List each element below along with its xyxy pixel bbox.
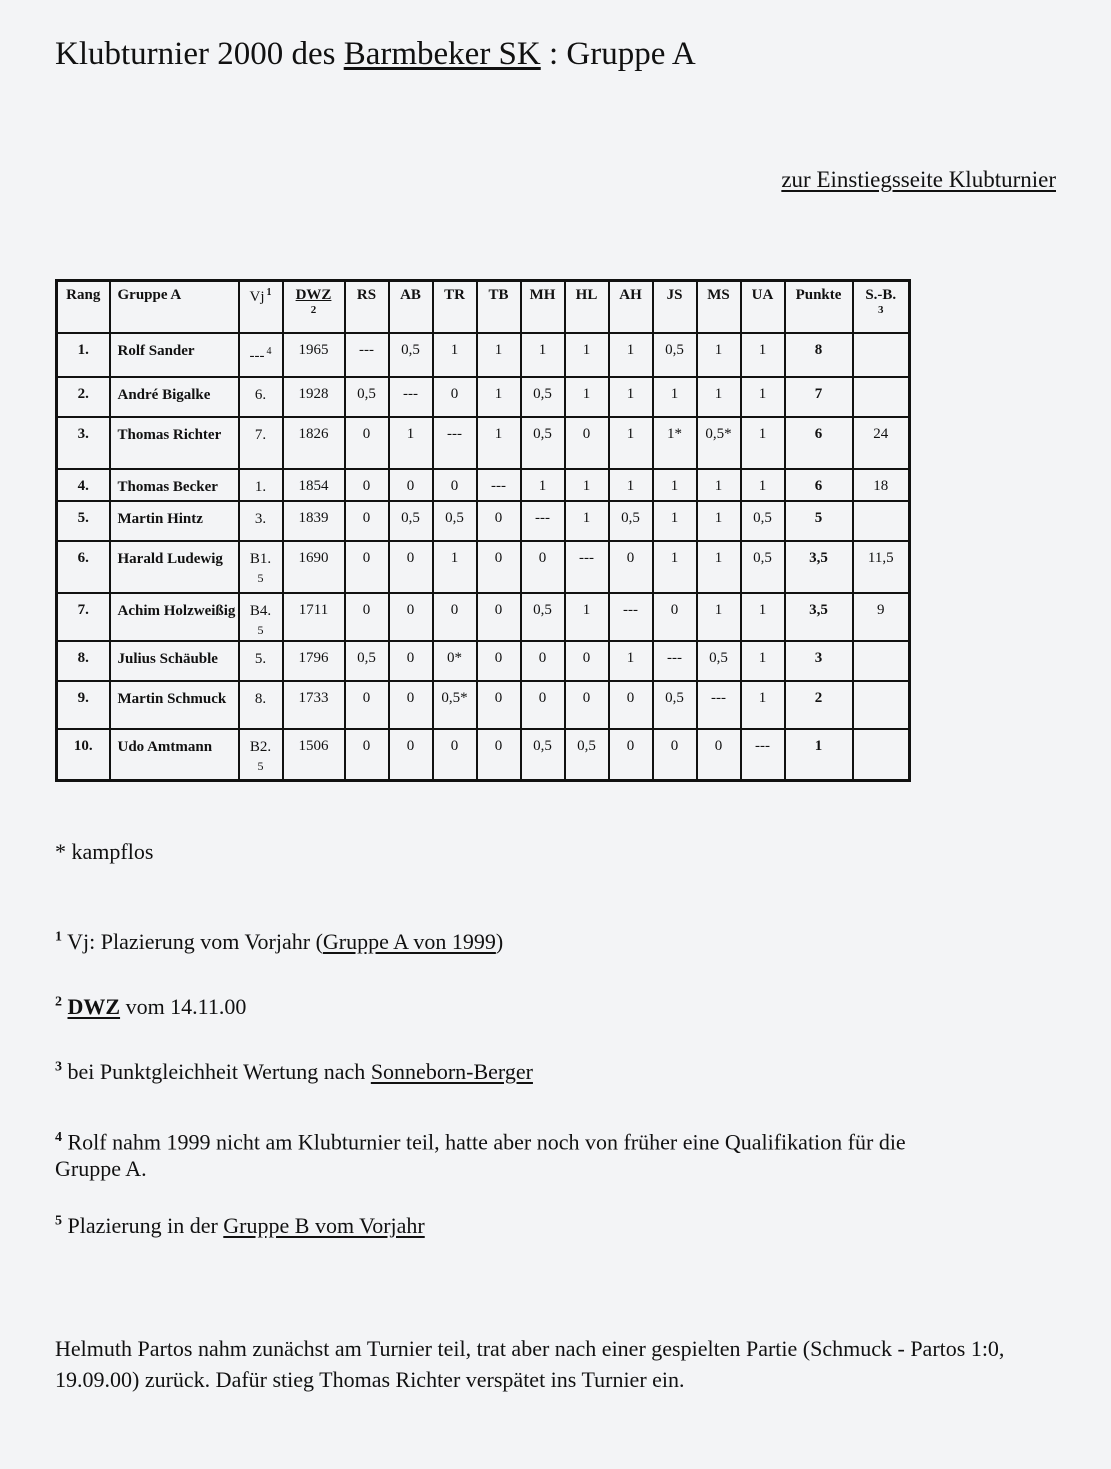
header-opp-tb: TB xyxy=(477,281,521,333)
header-opp-ah: AH xyxy=(609,281,653,333)
result-cell-ah: 1 xyxy=(609,641,653,681)
result-cell-tb: 0 xyxy=(477,501,521,541)
result-cell-ah: 0 xyxy=(609,541,653,593)
header-row xyxy=(57,281,910,333)
vj-cell: B2. 5 xyxy=(239,729,283,781)
title-prefix: Klubturnier 2000 des xyxy=(55,36,344,72)
sb-cell xyxy=(853,333,910,377)
result-cell-ua: 0,5 xyxy=(741,501,785,541)
rank-cell: 10. xyxy=(57,729,110,781)
result-cell-rs: 0 xyxy=(345,729,389,781)
result-cell-ms: 1 xyxy=(697,469,741,501)
result-cell-mh: 0,5 xyxy=(521,593,565,641)
dwz-cell: 1965 xyxy=(283,333,345,377)
result-cell-ms: 0,5* xyxy=(697,417,741,469)
page-title xyxy=(55,36,696,73)
result-cell-tr: 0* xyxy=(433,641,477,681)
result-cell-tr: 0 xyxy=(433,593,477,641)
header-opp-rs: RS xyxy=(345,281,389,333)
sb-cell xyxy=(853,681,910,729)
result-cell-hl: 0 xyxy=(565,417,609,469)
result-cell-hl: 1 xyxy=(565,469,609,501)
result-cell-ah: --- xyxy=(609,593,653,641)
player-name-cell: Martin Schmuck xyxy=(110,681,239,729)
vj-cell: --- $^4$ xyxy=(239,333,283,377)
result-cell-tr: 0 xyxy=(433,377,477,417)
result-cell-hl: 0 xyxy=(565,681,609,729)
points-cell: 3 xyxy=(785,641,853,681)
result-cell-ab: 0 xyxy=(389,469,433,501)
header-punkte: Punkte xyxy=(785,281,853,333)
header-opp-ab: AB xyxy=(389,281,433,333)
result-cell-rs: 0 xyxy=(345,469,389,501)
vj-cell: 6. xyxy=(239,377,283,417)
result-cell-js: 1* xyxy=(653,417,697,469)
result-cell-ab: 0 xyxy=(389,729,433,781)
table-row xyxy=(57,501,910,541)
link-gruppe-b-vorjahr[interactable]: Gruppe B vom Vorjahr xyxy=(223,1213,425,1238)
dwz-cell: 1711 xyxy=(283,593,345,641)
sb-cell xyxy=(853,377,910,417)
link-sonneborn-berger[interactable]: Sonneborn-Berger xyxy=(370,1059,533,1084)
result-cell-tb: 0 xyxy=(477,541,521,593)
table-row xyxy=(57,333,910,377)
table-row xyxy=(57,541,910,593)
result-cell-tb: 0 xyxy=(477,681,521,729)
result-cell-ua: --- xyxy=(741,729,785,781)
player-name-cell: Thomas Richter xyxy=(110,417,239,469)
rank-cell: 2. xyxy=(57,377,110,417)
result-cell-rs: 0 xyxy=(345,417,389,469)
result-cell-hl: 0,5 xyxy=(565,729,609,781)
result-cell-ah: 1 xyxy=(609,333,653,377)
player-name-cell: Harald Ludewig xyxy=(110,541,239,593)
table-row xyxy=(57,469,910,501)
dwz-cell: 1506 xyxy=(283,729,345,781)
club-link[interactable]: Barmbeker SK xyxy=(343,36,541,72)
header-opp-tr: TR xyxy=(433,281,477,333)
result-cell-rs: 0 xyxy=(345,501,389,541)
result-cell-tr: 1 xyxy=(433,333,477,377)
points-cell: 2 xyxy=(785,681,853,729)
table-row xyxy=(57,377,910,417)
result-cell-ah: 1 xyxy=(609,377,653,417)
result-cell-rs: 0,5 xyxy=(345,641,389,681)
header-dwz[interactable]: DWZ 2 xyxy=(283,281,345,333)
vj-cell: B4. 5 xyxy=(239,593,283,641)
player-name-cell: Achim Holzweißig xyxy=(110,593,239,641)
result-cell-mh: 0,5 xyxy=(521,729,565,781)
points-cell: 6 xyxy=(785,469,853,501)
points-cell: 6 xyxy=(785,417,853,469)
withdrawal-note: Helmuth Partos nahm zunächst am Turnier teil, trat aber nach einer gespielten Partie (Schmuck - Partos 1:0, 19.09.00) zurück. Dafür stieg Thomas Richter verspätet ins Turnier ein. xyxy=(55,1336,1005,1392)
header-opp-js: JS xyxy=(653,281,697,333)
dwz-cell: 1690 xyxy=(283,541,345,593)
result-cell-ua: 1 xyxy=(741,469,785,501)
result-cell-ua: 1 xyxy=(741,593,785,641)
result-cell-ah: 1 xyxy=(609,417,653,469)
result-cell-ms: --- xyxy=(697,681,741,729)
footnote-5: $^5$ Plazierung in der Gruppe B vom Vorjahr xyxy=(55,1213,425,1238)
result-cell-hl: 1 xyxy=(565,501,609,541)
sb-cell xyxy=(853,729,910,781)
result-cell-tb: 0 xyxy=(477,593,521,641)
title-suffix: : Gruppe A xyxy=(540,36,696,72)
result-cell-mh: 0,5 xyxy=(521,377,565,417)
result-cell-tb: 0 xyxy=(477,641,521,681)
player-name-cell: Rolf Sander xyxy=(110,333,239,377)
dwz-cell: 1733 xyxy=(283,681,345,729)
result-cell-ua: 1 xyxy=(741,333,785,377)
result-cell-ah: 1 xyxy=(609,469,653,501)
sb-cell: 24 xyxy=(853,417,910,469)
footnote-4: $^4$ Rolf nahm 1999 nicht am Klubturnier teil, hatte aber noch von früher eine Qualifikation für die Gruppe A. xyxy=(55,1129,906,1182)
result-cell-tb: --- xyxy=(477,469,521,501)
result-cell-js: 0 xyxy=(653,593,697,641)
result-cell-ab: 0 xyxy=(389,541,433,593)
header-vj: Vj $^1$ xyxy=(239,281,283,333)
result-cell-mh: 1 xyxy=(521,333,565,377)
result-cell-tb: 1 xyxy=(477,333,521,377)
header-opp-ms: MS xyxy=(697,281,741,333)
rank-cell: 8. xyxy=(57,641,110,681)
points-cell: 3,5 xyxy=(785,593,853,641)
result-cell-ua: 1 xyxy=(741,641,785,681)
player-name-cell: Julius Schäuble xyxy=(110,641,239,681)
result-cell-ab: --- xyxy=(389,377,433,417)
result-cell-ab: 1 xyxy=(389,417,433,469)
result-cell-js: 0,5 xyxy=(653,681,697,729)
result-cell-tr: 0 xyxy=(433,469,477,501)
points-cell: 1 xyxy=(785,729,853,781)
result-cell-ab: 0 xyxy=(389,641,433,681)
result-cell-ms: 1 xyxy=(697,593,741,641)
table-row xyxy=(57,417,910,469)
result-cell-rs: 0 xyxy=(345,541,389,593)
dwz-cell: 1854 xyxy=(283,469,345,501)
vj-cell: 5. xyxy=(239,641,283,681)
result-cell-hl: 1 xyxy=(565,377,609,417)
points-cell: 7 xyxy=(785,377,853,417)
player-name-cell: Udo Amtmann xyxy=(110,729,239,781)
dwz-cell: 1826 xyxy=(283,417,345,469)
result-cell-js: --- xyxy=(653,641,697,681)
table-row xyxy=(57,729,910,781)
result-cell-hl: 0 xyxy=(565,641,609,681)
rank-cell: 4. xyxy=(57,469,110,501)
result-cell-ms: 1 xyxy=(697,377,741,417)
sb-cell xyxy=(853,641,910,681)
result-cell-ab: 0,5 xyxy=(389,333,433,377)
rank-cell: 6. xyxy=(57,541,110,593)
result-cell-rs: 0 xyxy=(345,681,389,729)
result-cell-tb: 1 xyxy=(477,417,521,469)
dwz-cell: 1839 xyxy=(283,501,345,541)
result-cell-rs: 0 xyxy=(345,593,389,641)
result-cell-js: 1 xyxy=(653,377,697,417)
header-gruppe: Gruppe A xyxy=(110,281,239,333)
result-cell-js: 1 xyxy=(653,541,697,593)
header-rang: Rang xyxy=(57,281,110,333)
result-cell-tr: 0 xyxy=(433,729,477,781)
result-cell-mh: 0 xyxy=(521,681,565,729)
result-cell-js: 0 xyxy=(653,729,697,781)
table-row xyxy=(57,593,910,641)
result-cell-rs: --- xyxy=(345,333,389,377)
header-opp-ua: UA xyxy=(741,281,785,333)
sb-cell: 9 xyxy=(853,593,910,641)
result-cell-ms: 1 xyxy=(697,501,741,541)
result-cell-mh: 1 xyxy=(521,469,565,501)
result-cell-rs: 0,5 xyxy=(345,377,389,417)
result-cell-tb: 1 xyxy=(477,377,521,417)
result-cell-ab: 0,5 xyxy=(389,501,433,541)
result-cell-js: 1 xyxy=(653,501,697,541)
result-cell-mh: 0 xyxy=(521,541,565,593)
result-cell-ua: 0,5 xyxy=(741,541,785,593)
result-cell-tr: 1 xyxy=(433,541,477,593)
points-cell: 3,5 xyxy=(785,541,853,593)
rank-cell: 3. xyxy=(57,417,110,469)
vj-cell: 3. xyxy=(239,501,283,541)
result-cell-ah: 0,5 xyxy=(609,501,653,541)
points-cell: 8 xyxy=(785,333,853,377)
note-kampflos: * kampflos xyxy=(55,839,154,864)
header-opp-hl: HL xyxy=(565,281,609,333)
result-cell-tr: 0,5 xyxy=(433,501,477,541)
link-dwz[interactable]: DWZ xyxy=(67,994,121,1019)
entry-page-link[interactable]: zur Einstiegsseite Klubturnier xyxy=(781,167,1056,192)
result-cell-tr: 0,5* xyxy=(433,681,477,729)
footnote-3: $^3$ bei Punktgleichheit Wertung nach Sonneborn-Berger xyxy=(55,1059,533,1084)
result-cell-hl: 1 xyxy=(565,333,609,377)
vj-cell: 8. xyxy=(239,681,283,729)
player-name-cell: Martin Hintz xyxy=(110,501,239,541)
result-cell-js: 0,5 xyxy=(653,333,697,377)
result-cell-tr: --- xyxy=(433,417,477,469)
result-cell-ua: 1 xyxy=(741,417,785,469)
result-cell-hl: --- xyxy=(565,541,609,593)
result-cell-mh: 0 xyxy=(521,641,565,681)
result-cell-ms: 1 xyxy=(697,333,741,377)
result-cell-ms: 1 xyxy=(697,541,741,593)
result-cell-ab: 0 xyxy=(389,681,433,729)
result-cell-mh: --- xyxy=(521,501,565,541)
rank-cell: 1. xyxy=(57,333,110,377)
crosstable xyxy=(55,279,911,782)
result-cell-hl: 1 xyxy=(565,593,609,641)
header-sb: S.-B. 3 xyxy=(853,281,910,333)
table-row xyxy=(57,641,910,681)
footnote-2: $^2$ DWZ vom 14.11.00 xyxy=(55,994,247,1019)
sb-cell xyxy=(853,501,910,541)
rank-cell: 9. xyxy=(57,681,110,729)
result-cell-ua: 1 xyxy=(741,377,785,417)
rank-cell: 7. xyxy=(57,593,110,641)
points-cell: 5 xyxy=(785,501,853,541)
result-cell-ah: 0 xyxy=(609,729,653,781)
vj-cell: B1. 5 xyxy=(239,541,283,593)
result-cell-ms: 0 xyxy=(697,729,741,781)
result-cell-mh: 0,5 xyxy=(521,417,565,469)
sb-cell: 18 xyxy=(853,469,910,501)
result-cell-js: 1 xyxy=(653,469,697,501)
table-row xyxy=(57,681,910,729)
footnote-1: $^1$ Vj: Plazierung vom Vorjahr (Gruppe A von 1999) xyxy=(55,929,504,954)
dwz-cell: 1796 xyxy=(283,641,345,681)
player-name-cell: André Bigalke xyxy=(110,377,239,417)
dwz-cell: 1928 xyxy=(283,377,345,417)
vj-cell: 1. xyxy=(239,469,283,501)
result-cell-ah: 0 xyxy=(609,681,653,729)
player-name-cell: Thomas Becker xyxy=(110,469,239,501)
sb-cell: 11,5 xyxy=(853,541,910,593)
result-cell-ua: 1 xyxy=(741,681,785,729)
vj-cell: 7. xyxy=(239,417,283,469)
link-gruppe-a-1999[interactable]: Gruppe A von 1999 xyxy=(322,929,496,954)
header-opp-mh: MH xyxy=(521,281,565,333)
rank-cell: 5. xyxy=(57,501,110,541)
result-cell-tb: 0 xyxy=(477,729,521,781)
result-cell-ab: 0 xyxy=(389,593,433,641)
result-cell-ms: 0,5 xyxy=(697,641,741,681)
